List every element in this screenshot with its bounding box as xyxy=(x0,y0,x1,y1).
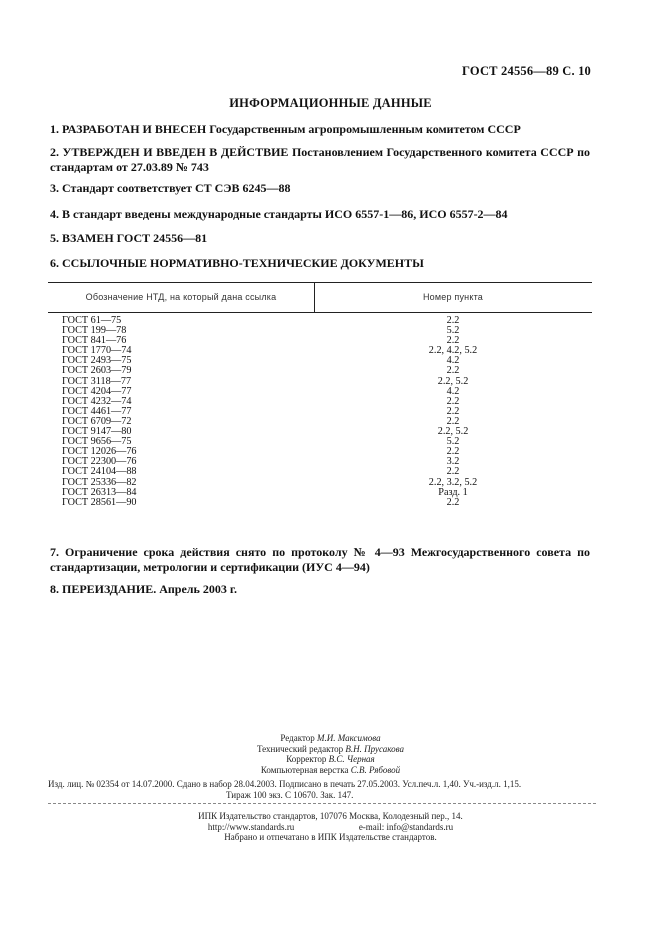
publisher-info xyxy=(0,811,661,843)
cell-document: ГОСТ 199—78 xyxy=(62,325,127,337)
section-heading: ПЕРЕИЗДАНИЕ. xyxy=(62,582,157,596)
cell-document: ГОСТ 22300—76 xyxy=(62,456,137,468)
table-row xyxy=(48,326,592,336)
cell-item-number: 3.2 xyxy=(446,456,460,468)
credit-tech-editor: Технический редактор В.Н. Прусакова xyxy=(256,743,405,754)
cell-item-number: 4.2 xyxy=(446,385,460,397)
cell-item-number: 5.2 xyxy=(446,325,460,337)
cell-document: ГОСТ 4461—77 xyxy=(62,405,132,417)
section-2 xyxy=(50,145,590,175)
cell-document: ГОСТ 26313—84 xyxy=(62,486,137,498)
publisher-contacts xyxy=(0,822,661,833)
section-6 xyxy=(50,256,590,271)
cell-item-number: 2.2, 5.2 xyxy=(437,375,469,387)
cell-document: ГОСТ 841—76 xyxy=(62,335,127,347)
cell-item-number: 2.2 xyxy=(446,395,460,407)
section-number: 8. xyxy=(50,582,59,596)
cell-item-number: 2.2 xyxy=(446,466,460,478)
page-header: ГОСТ 24556—89 С. 10 xyxy=(462,64,591,78)
cell-item-number: 2.2 xyxy=(446,365,460,377)
publisher-email[interactable]: e-mail: info@standards.ru xyxy=(358,821,454,832)
cell-document: ГОСТ 12026—76 xyxy=(62,446,137,458)
section-number: 2. xyxy=(50,145,59,159)
cell-item-number: 2.2, 3.2, 5.2 xyxy=(428,476,478,488)
section-text: Ограничение срока действия снято по протоколу № 4—93 Межгосударственного совета по стандартизации, метрологии и сертификации (ИУС 4—94) xyxy=(50,545,591,574)
credit-layout: Компьютерная верстка С.В. Рябовой xyxy=(260,764,401,775)
cell-document: ГОСТ 28561—90 xyxy=(62,496,137,508)
cell-document: ГОСТ 9656—75 xyxy=(62,436,132,448)
section-3 xyxy=(50,181,590,196)
section-1 xyxy=(50,122,590,137)
section-heading: ССЫЛОЧНЫЕ НОРМАТИВНО-ТЕХНИЧЕСКИЕ ДОКУМЕНТЫ xyxy=(62,256,424,270)
imprint xyxy=(48,779,608,800)
cell-item-number: 4.2 xyxy=(446,355,460,367)
cell-item-number: 5.2 xyxy=(446,436,460,448)
publisher-url[interactable]: http://www.standards.ru xyxy=(207,821,295,832)
column-header-item: Номер пункта xyxy=(422,292,483,302)
section-text: Постановлением Государственного комитета СССР по стандартам от 27.03.89 № 743 xyxy=(50,145,591,174)
cell-document: ГОСТ 2603—79 xyxy=(62,365,132,377)
column-header-document: Обозначение НТД, на который дана ссылка xyxy=(85,292,277,302)
section-8 xyxy=(50,582,590,597)
page-title: ИНФОРМАЦИОННЫЕ ДАННЫЕ xyxy=(229,96,432,110)
cell-item-number: 2.2 xyxy=(446,315,460,326)
credits xyxy=(0,733,661,775)
imprint-line-1: Изд. лиц. № 02354 от 14.07.2000. Сдано в набор 28.04.2003. Подписано в печать 27.05.2003. Усл.печ.л. 1,40. Уч.-изд.л. 1,15. xyxy=(48,779,522,789)
cell-document: ГОСТ 25336—82 xyxy=(62,476,137,488)
credit-corrector: Корректор В.С. Черная xyxy=(286,754,375,764)
cell-item-number: 2.2 xyxy=(446,335,460,347)
section-4 xyxy=(50,207,590,222)
cell-document: ГОСТ 3118—77 xyxy=(62,375,132,387)
section-text: Апрель 2003 г. xyxy=(156,582,237,596)
cell-item-number: 2.2 xyxy=(446,496,460,508)
cell-item-number: 2.2, 4.2, 5.2 xyxy=(428,345,478,357)
cell-item-number: 2.2 xyxy=(446,446,460,458)
section-text: Стандарт соответствует СТ СЭВ 6245—88 xyxy=(62,181,291,195)
imprint-line-2: Тираж 100 экз. С 10670. Зак. 147. xyxy=(226,789,354,800)
credit-editor: Редактор М.И. Максимова xyxy=(280,733,381,743)
table-body xyxy=(48,316,592,508)
cell-document: ГОСТ 61—75 xyxy=(62,315,122,326)
section-number: 3. xyxy=(50,181,59,195)
section-number: 7. xyxy=(50,545,59,559)
cell-item-number: 2.2 xyxy=(446,415,460,427)
section-text: В стандарт введены международные стандарты ИСО 6557-1—86, ИСО 6557-2—84 xyxy=(62,207,508,221)
section-heading: УТВЕРЖДЕН И ВВЕДЕН В ДЕЙСТВИЕ xyxy=(62,145,289,159)
cell-item-number: 2.2 xyxy=(446,405,460,417)
table-header-rule xyxy=(48,312,592,313)
section-number: 6. xyxy=(50,256,59,270)
table-row xyxy=(48,467,592,477)
section-heading: РАЗРАБОТАН И ВНЕСЕН xyxy=(62,122,207,136)
table-top-rule xyxy=(48,282,592,283)
cell-document: ГОСТ 4232—74 xyxy=(62,395,132,407)
cell-item-number: 2.2, 5.2 xyxy=(437,426,469,438)
section-heading: ВЗАМЕН ГОСТ 24556—81 xyxy=(62,231,208,245)
cell-document: ГОСТ 4204—77 xyxy=(62,385,132,397)
section-number: 5. xyxy=(50,231,59,245)
section-number: 4. xyxy=(50,207,59,221)
reference-documents-table xyxy=(48,282,592,532)
publisher-printing-note: Набрано и отпечатано в ИПК Издательстве стандартов. xyxy=(224,832,437,842)
section-number: 1. xyxy=(50,122,59,136)
cell-document: ГОСТ 6709—72 xyxy=(62,415,132,427)
table-row xyxy=(48,498,592,508)
cell-document: ГОСТ 1770—74 xyxy=(62,345,132,357)
cell-document: ГОСТ 9147—80 xyxy=(62,426,132,438)
section-7 xyxy=(50,545,590,575)
cell-document: ГОСТ 24104—88 xyxy=(62,466,137,478)
cell-item-number: Разд. 1 xyxy=(438,486,468,498)
cell-document: ГОСТ 2493—75 xyxy=(62,355,132,367)
publisher-address: ИПК Издательство стандартов, 107076 Москва, Колодезный пер., 14. xyxy=(198,811,463,821)
table-row xyxy=(48,316,592,326)
section-text: Государственным агропромышленным комитетом СССР xyxy=(206,122,521,136)
section-5 xyxy=(50,231,590,246)
separator-line xyxy=(48,803,596,804)
